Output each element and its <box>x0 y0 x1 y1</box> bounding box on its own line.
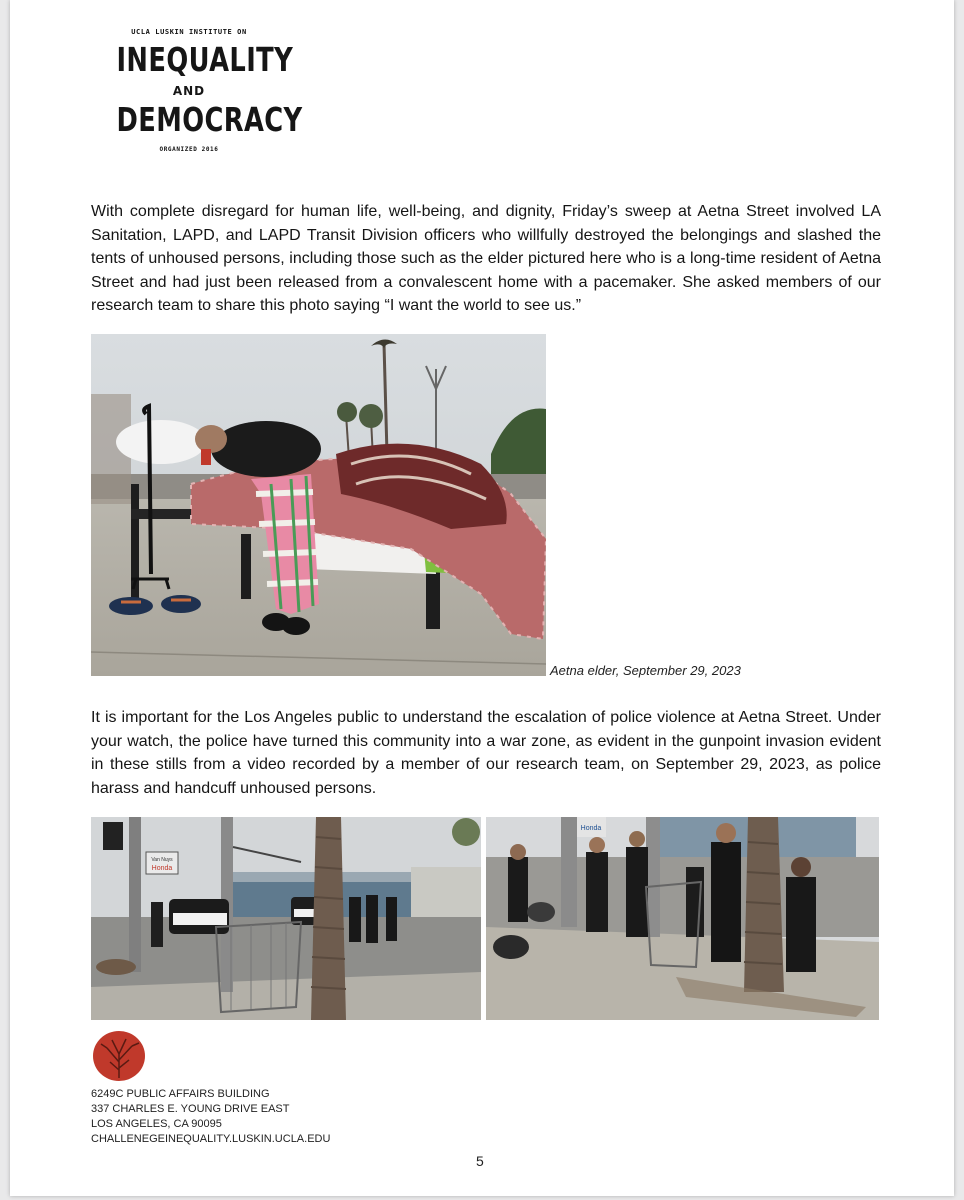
sign-honda-right: Honda <box>580 825 602 832</box>
sign-honda-left: Honda <box>151 865 173 872</box>
paragraph-sweep-description: With complete disregard for human life, well-being, and dignity, Friday’s sweep at Aetna Street involved LA Sanitation, LAPD, and LAPD Transit Division officers who willfully destroyed the belongings and slashed the tents of unhoused persons, including those such as the elder pictured here who is a long-time resident of Aetna Street and had just been released from a convalescent home with a pacemaker. She asked members of our research team to share this photo saying “I want the world to see us.” <box>91 203 881 314</box>
page-number: 5 <box>476 1153 484 1169</box>
footer-address <box>91 1087 330 1147</box>
logo-word-democracy: DEMOCRACY <box>116 100 303 139</box>
photo-police-handcuffing <box>486 817 879 1020</box>
institute-logo <box>96 28 303 153</box>
logo-org-line: UCLA LUSKIN INSTITUTE ON <box>131 28 247 36</box>
address-line: 6249C PUBLIC AFFAIRS BUILDING <box>91 1088 270 1100</box>
sign-van-nuys: Van Nuys <box>151 857 173 863</box>
website-line: CHALLENEGEINEQUALITY.LUSKIN.UCLA.EDU <box>91 1133 331 1145</box>
logo-word-and: AND <box>172 84 206 98</box>
address-line: 337 CHARLES E. YOUNG DRIVE EAST <box>91 1103 290 1115</box>
tree-logo <box>92 1030 147 1082</box>
logo-word-inequality: INEQUALITY <box>116 40 294 79</box>
photo-caption: Aetna elder, September 29, 2023 <box>550 663 741 678</box>
photo-police-street-scene <box>91 817 481 1020</box>
document-page <box>10 0 954 1196</box>
address-line: LOS ANGELES, CA 90095 <box>91 1118 222 1130</box>
paragraph-police-violence: It is important for the Los Angeles public to understand the escalation of police violence at Aetna Street. Under your watch, the police have turned this community into a war zone, as evident in the gunpoint invasion evident in these stills from a video recorded by a member of our research team, on September 29, 2023, as police harass and handcuff unhoused persons. <box>91 709 881 797</box>
photo-aetna-elder <box>91 334 546 676</box>
logo-organized-line: ORGANIZED 2016 <box>159 146 219 153</box>
